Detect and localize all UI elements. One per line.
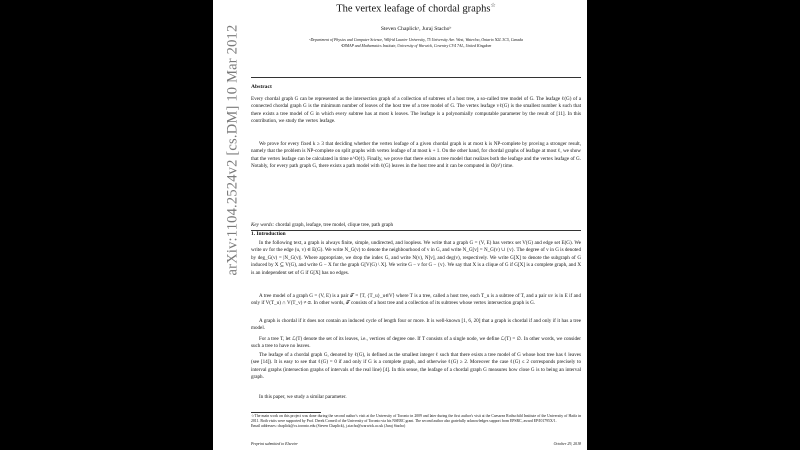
email-addresses[interactable]: Email addresses: chaplick@cs.toronto.edu (Steven Chaplick), j.stacho@warwick.ac.uk (Juraj Stacho) — [251, 424, 406, 429]
arxiv-stamp[interactable]: arXiv:1104.2524v2 [cs.DM] 10 Mar 2012 — [224, 24, 241, 276]
abstract-paragraph: We prove for every fixed k ≥ 3 that deciding whether the vertex leafage of a given chordal graph is at most k is NP-complete by proving a stronger result, namely that the problem is NP-complete on split graphs with vertex leafage of at most k + 1. On the other hand, for chordal graphs of leafage at most ℓ, we show that the vertex leafage can be calculated in time n^O(ℓ). Finally, we prove that there exists a tree model that realizes both the leafage and the vertex leafage of G. Notably, for every path graph G, there exists a path model with ℓ(G) leaves in the host tree and it can be computed in O(n³) time. — [251, 141, 581, 170]
title-footnote-mark: ☆ — [490, 3, 496, 9]
keywords-label: Key words: — [251, 222, 275, 228]
preprint-note: Preprint submitted to Elsevier — [251, 442, 298, 446]
body-paragraph: A tree model of a graph G = (V, E) is a pair 𝒯 = ⟨T, {T_u}_u∈V⟩ where T is a tree, called a host tree, each T_u is a subtree of T, and a pair uv is in E if and only if V(T_u) ∩ V(T_v) ≠ ∅. In other words, 𝒯 consists of a host tree and a collection of its subtrees whose vertex intersection graph is G. — [251, 293, 581, 307]
keywords-list: chordal graph, leafage, tree model, clique tree, path graph — [275, 222, 394, 228]
keywords — [251, 222, 581, 228]
section-heading: 1. Introduction — [251, 231, 286, 237]
affiliation-a: ᵃDepartment of Physics and Computer Science, Wilfrid Laurier University, 75 University Ave. West, Waterloo, Ontario N2L 3C5, Canada — [308, 38, 524, 42]
footnote-text: ☆The main work on this project was done during the second author's visit at the University of Toronto in 2009 and later during the first author's visit at the Caesarea Rothschild Institute of the University of Haifa in 2011. Both visits were supported by Prof. Derek Corneil of the University of Toronto via his NSERC grant. The second author also gratefully acknowledges support from EPSRC, award EP/I01795X/1. — [251, 414, 581, 424]
body-paragraph: For a tree T, let ℒ(T) denote the set of its leaves, i.e., vertices of degree one. If T consists of a single node, we define ℒ(T) = ∅. In other words, we consider such a tree to have no leaves. — [251, 336, 581, 350]
abstract-heading: Abstract — [251, 84, 272, 90]
body-paragraph: In the following text, a graph is always finite, simple, undirected, and loopless. We write that a graph G = (V, E) has vertex set V(G) and edge set E(G). We write uv for the edge (u, v) ∈ E(G). We write N_G(v) to denote the neighbourhood of v in G, and write N_G[v] = N_G(v) ∪ {v}. The degree of v in G is denoted by deg_G(v) = |N_G(v)|. Where appropriate, we drop the index G, and write N(v), N[v], and deg(v), respectively. We write G[X] to denote the subgraph of G induced by X ⊆ V(G), and write G − X for the graph G[V(G) \ X]. We write G − v for G − {v}. We say that X is a clique of G if G[X] is a complete graph, and X is an independent set of G if G[X] has no edges. — [251, 240, 581, 276]
abstract-paragraph: Every chordal graph G can be represented as the intersection graph of a collection of subtrees of a host tree, a so-called tree model of G. The leafage ℓ(G) of a connected chordal graph G is the minimum number of leaves of the host tree of a tree model of G. The vertex leafage vℓ(G) is the smallest number k such that there exists a tree model of G in which every subtree has at most k leaves. The leafage is a polynomially computable parameter by the result of [11]. In this contribution, we study the vertex leafage. — [251, 96, 581, 125]
footnote — [251, 414, 581, 429]
body-paragraph: A graph is chordal if it does not contain an induced cycle of length four or more. It is well-known [1, 6, 20] that a graph is chordal if and only if it has a tree model. — [251, 318, 581, 332]
paper-page — [213, 0, 587, 450]
abstract-bottom-rule — [251, 230, 581, 231]
body-paragraph: In this paper, we study a similar parameter. — [259, 394, 347, 400]
arxiv-margin — [213, 0, 253, 450]
body-paragraph: The leafage of a chordal graph G, denoted by ℓ(G), is defined as the smallest integer ℓ such that there exists a tree model of G whose host tree has ℓ leaves (see [14]). It is easy to see that ℓ(G) = 0 if and only if G is a complete graph, and otherwise ℓ(G) ≥ 2. Moreover the case ℓ(G) ≤ 2 corresponds precisely to interval graphs (intersection graphs of intervals of the real line) [4]. In this sense, the leafage of a chordal graph G measures how close G is to being an interval graph. — [251, 352, 581, 381]
paper-title — [251, 2, 581, 15]
author-line: Steven Chaplickᵃ, Juraj Stachoᵇ — [380, 26, 452, 32]
affiliation-b: ᵇDIMAP and Mathematics Institute, University of Warwick, Coventry CV4 7AL, United Kingdom — [340, 44, 492, 48]
page-footer — [251, 442, 581, 446]
abstract-top-rule — [251, 77, 581, 78]
preprint-date: October 29, 2018 — [553, 442, 581, 446]
title-text: The vertex leafage of chordal graphs — [336, 3, 491, 15]
footnote-rule — [251, 412, 321, 413]
